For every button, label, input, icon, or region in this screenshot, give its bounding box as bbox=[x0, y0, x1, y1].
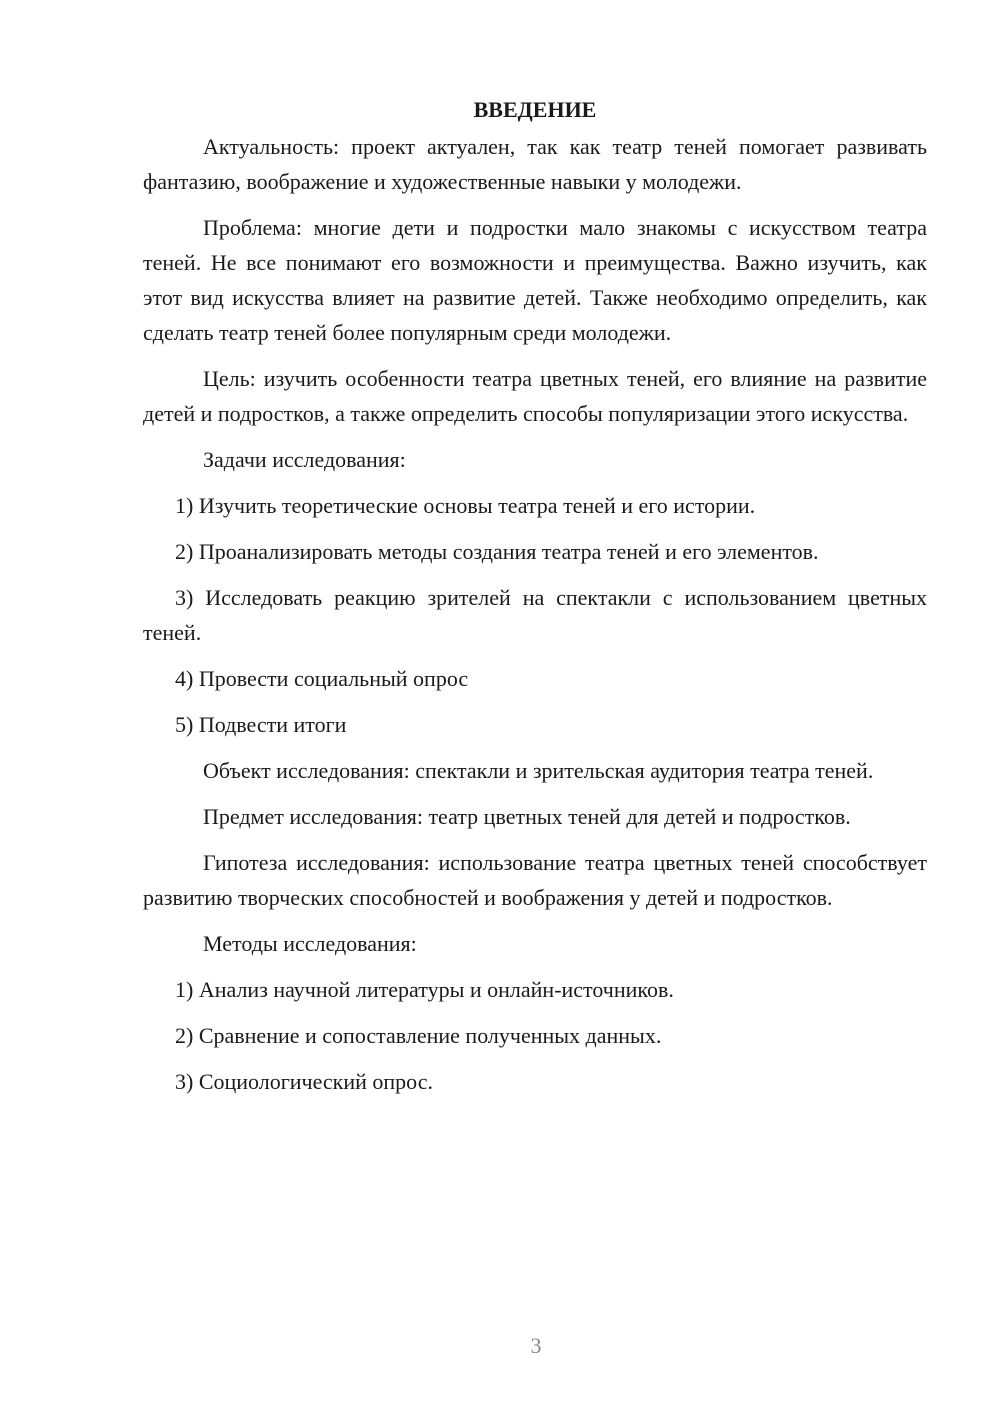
relevance-paragraph: Актуальность: проект актуален, так как театр теней помогает развивать фантазию, воображение и художественные навыки у молодежи. bbox=[143, 134, 927, 194]
task-item: 5) Подвести итоги bbox=[175, 712, 347, 737]
task-item: 4) Провести социальный опрос bbox=[175, 666, 469, 691]
section-title: ВВЕДЕНИЕ bbox=[473, 97, 597, 122]
tasks-heading: Задачи исследования: bbox=[203, 447, 406, 472]
task-item: 3) Исследовать реакцию зрителей на спектакли с использованием цветных теней. bbox=[143, 585, 927, 645]
object-paragraph: Объект исследования: спектакли и зрительская аудитория театра теней. bbox=[203, 758, 874, 783]
document-page bbox=[143, 92, 927, 1110]
methods-heading: Методы исследования: bbox=[203, 931, 417, 956]
hypothesis-paragraph: Гипотеза исследования: использование театра цветных теней способствует развитию творческих способностей и воображения у детей и подростков. bbox=[143, 850, 927, 910]
method-item: 3) Социологический опрос. bbox=[175, 1069, 433, 1094]
method-item: 2) Сравнение и сопоставление полученных данных. bbox=[175, 1023, 662, 1048]
page-number: 3 bbox=[530, 1333, 542, 1358]
method-item: 1) Анализ научной литературы и онлайн-источников. bbox=[175, 977, 674, 1002]
subject-paragraph: Предмет исследования: театр цветных теней для детей и подростков. bbox=[203, 804, 851, 829]
task-item: 1) Изучить теоретические основы театра теней и его истории. bbox=[175, 493, 756, 518]
problem-paragraph: Проблема: многие дети и подростки мало знакомы с искусством театра теней. Не все понимают его возможности и преимущества. Важно изучить, как этот вид искусства влияет на развитие детей. Также необходимо определить, как сделать театр теней более популярным среди молодежи. bbox=[143, 215, 927, 345]
goal-paragraph: Цель: изучить особенности театра цветных теней, его влияние на развитие детей и подростков, а также определить способы популяризации этого искусства. bbox=[143, 366, 927, 426]
task-item: 2) Проанализировать методы создания театра теней и его элементов. bbox=[175, 539, 819, 564]
